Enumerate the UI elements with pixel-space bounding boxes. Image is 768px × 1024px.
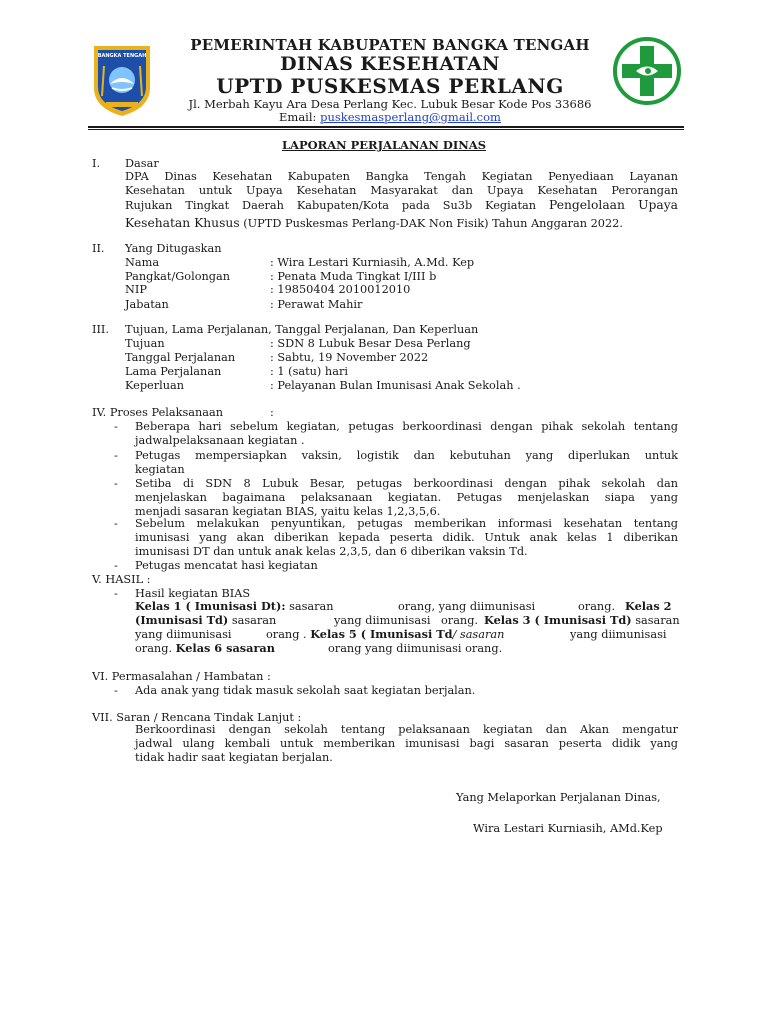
field-value: : Sabtu, 19 November 2022 <box>270 351 429 364</box>
bangka-tengah-emblem-icon <box>88 36 156 118</box>
bullet-dash: - <box>114 684 118 697</box>
paragraph-line: jadwal ulang kembali untuk memberikan imunisasi bagi sasaran peserta didik yang <box>135 737 678 750</box>
list-item: Hasil kegiatan BIAS <box>135 587 251 600</box>
result-text: yang diimunisasi <box>570 628 667 641</box>
item-line: imunisasi yang akan diberikan kepada peserta didik. Untuk anak kelas 1 diberikan <box>135 531 678 544</box>
header-unit: UPTD PUSKESMAS PERLANG <box>216 74 564 98</box>
result-text: orang. <box>441 614 479 627</box>
item-line: menjadi sasaran kegiatan BIAS, yaitu kelas 1,2,3,5,6. <box>135 505 441 518</box>
paragraph-line: tidak hadir saat kegiatan berjalan. <box>135 751 333 764</box>
bullet-dash: - <box>114 449 118 462</box>
result-line <box>484 614 680 627</box>
result-line <box>135 642 275 655</box>
field-label: Nama <box>125 256 160 269</box>
field-label: Pangkat/Golongan <box>125 270 231 283</box>
bullet-dash: - <box>114 420 118 433</box>
header-agency: DINAS KESEHATAN <box>280 53 500 75</box>
paragraph-line: DPA Dinas Kesehatan Kabupaten Bangka Tengah Kegiatan Penyediaan Layanan <box>125 170 678 183</box>
header-divider <box>88 126 684 128</box>
field-value: : 1 (satu) hari <box>270 365 348 378</box>
item-line: imunisasi DT dan untuk anak kelas 2,3,5, dan 6 diberikan vaksin Td. <box>135 545 528 558</box>
list-item <box>135 420 678 448</box>
class-label: Kelas 6 sasaran <box>175 641 275 655</box>
bullet-dash: - <box>114 477 118 490</box>
section-heading: Tujuan, Lama Perjalanan, Tanggal Perjalanan, Dan Keperluan <box>125 323 479 336</box>
emblem-text: BANGKA TENGAH <box>97 53 147 59</box>
section-paragraph <box>135 723 678 765</box>
result-text: / sasaran <box>452 628 505 641</box>
field-label: Lama Perjalanan <box>125 365 222 378</box>
class-label-text: Kelas 2 <box>625 599 672 613</box>
section-heading: IV. Proses Pelaksanaan <box>92 406 224 419</box>
result-text: yang diimunisasi <box>135 628 232 641</box>
paragraph-line: Kesehatan untuk Upaya Kesehatan Masyarakat dan Upaya Kesehatan Perorangan <box>125 184 678 197</box>
section-paragraph <box>125 170 678 231</box>
item-line: kegiatan <box>135 463 185 476</box>
section-number: I. <box>92 157 101 170</box>
line-text: Kesehatan Khusus <box>125 216 240 230</box>
bullet-dash: - <box>114 517 118 530</box>
result-text: orang . <box>266 628 307 641</box>
bullet-dash: - <box>114 559 118 572</box>
list-item: Ada anak yang tidak masuk sekolah saat kegiatan berjalan. <box>135 684 476 697</box>
item-line: Beberapa hari sebelum kegiatan, petugas berkoordinasi dengan pihak sekolah tentang <box>135 420 678 433</box>
field-value: : 19850404 2010012010 <box>270 283 411 296</box>
result-text: yang diimunisasi <box>334 614 431 627</box>
class-label: Kelas 5 ( Imunisasi Td <box>310 627 453 641</box>
field-value: : Penata Muda Tingkat I/III b <box>270 270 437 283</box>
paragraph-line <box>125 216 678 231</box>
field-label: Tujuan <box>125 337 165 350</box>
section-heading: VII. Saran / Rencana Tindak Lanjut : <box>92 711 302 724</box>
class-label: Kelas 1 ( Imunisasi Dt): <box>135 599 286 613</box>
section-colon: : <box>270 406 274 419</box>
field-label: Jabatan <box>125 298 169 311</box>
field-label: Keperluan <box>125 379 185 392</box>
class-label <box>625 600 672 613</box>
result-line <box>135 600 334 613</box>
section-heading: Dasar <box>125 157 159 170</box>
line-text: Pengelolaan Upaya <box>548 198 678 212</box>
puskesmas-cross-icon <box>612 36 682 106</box>
paragraph-line <box>125 198 678 213</box>
header-divider-thin <box>88 129 684 130</box>
result-line <box>266 628 504 641</box>
result-text: orang. <box>578 600 616 613</box>
result-text: orang yang diimunisasi <box>328 642 462 655</box>
class-label: (Imunisasi Td) <box>135 613 229 627</box>
class-label: Kelas 3 ( Imunisasi Td) <box>484 613 632 627</box>
signature-name: Wira Lestari Kurniasih, AMd.Kep <box>473 822 663 835</box>
field-value: : SDN 8 Lubuk Besar Desa Perlang <box>270 337 471 350</box>
result-line <box>328 642 502 655</box>
result-text: orang. <box>465 642 503 655</box>
email-link[interactable]: puskesmasperlang@gmail.com <box>320 110 501 124</box>
field-label: Tanggal Perjalanan <box>125 351 236 364</box>
item-line: Setiba di SDN 8 Lubuk Besar, petugas berkoordinasi dengan pihak sekolah dan <box>135 477 678 490</box>
section-heading: V. HASIL : <box>92 573 151 586</box>
section-number: II. <box>92 242 105 255</box>
field-value: : Wira Lestari Kurniasih, A.Md. Kep <box>270 256 475 269</box>
signature-closing: Yang Melaporkan Perjalanan Dinas, <box>456 791 661 804</box>
header-government: PEMERINTAH KABUPATEN BANGKA TENGAH <box>190 36 590 54</box>
field-value: : Pelayanan Bulan Imunisasi Anak Sekolah . <box>270 379 521 392</box>
result-text: sasaran <box>231 614 277 627</box>
document-title: LAPORAN PERJALANAN DINAS <box>281 138 487 152</box>
item-line: menjelaskan bagaimana pelaksanaan kegiatan. Petugas menjelaskan siapa yang <box>135 491 678 504</box>
section-number: III. <box>92 323 109 336</box>
email-label: Email: <box>279 110 317 124</box>
line-text: (UPTD Puskesmas Perlang-DAK Non Fisik) Tahun Anggaran 2022. <box>243 217 623 230</box>
line-text: Rujukan Tingkat Daerah Kabupaten/Kota pada Su3b Kegiatan <box>125 199 537 212</box>
list-item: Petugas mencatat hasi kegiatan <box>135 559 318 572</box>
result-text: sasaran <box>635 614 680 627</box>
item-line: Sebelum melakukan penyuntikan, petugas memberikan informasi kesehatan tentang <box>135 517 678 530</box>
result-text: orang, yang diimunisasi <box>398 600 536 613</box>
header-email <box>160 110 620 124</box>
result-text: sasaran <box>289 600 334 613</box>
field-value: : Perawat Mahir <box>270 298 363 311</box>
section-heading: Yang Ditugaskan <box>125 242 222 255</box>
field-label: NIP <box>125 283 147 296</box>
paragraph-line: Berkoordinasi dengan sekolah tentang pelaksanaan kegiatan dan Akan mengatur <box>135 723 678 736</box>
result-line <box>135 614 276 627</box>
list-item <box>135 517 678 559</box>
bullet-dash: - <box>114 587 118 600</box>
header-address: Jl. Merbah Kayu Ara Desa Perlang Kec. Lubuk Besar Kode Pos 33686 <box>188 97 592 111</box>
section-heading: VI. Permasalahan / Hambatan : <box>92 670 271 683</box>
item-line: jadwalpelaksanaan kegiatan . <box>135 434 305 447</box>
result-text: orang. <box>135 642 173 655</box>
list-item <box>135 477 678 519</box>
item-line: Petugas mempersiapkan vaksin, logistik dan kebutuhan yang diperlukan untuk <box>135 449 678 462</box>
list-item <box>135 449 678 477</box>
